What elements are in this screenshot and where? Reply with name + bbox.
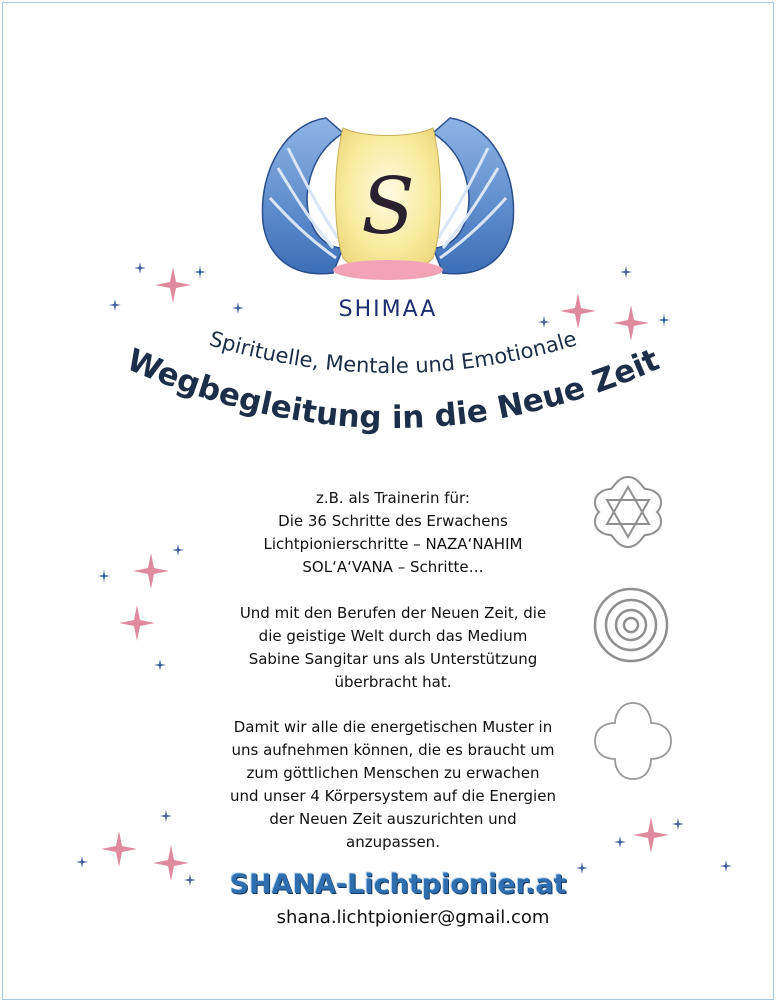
heading-title: Wegbegleitung in die Neue Zeit xyxy=(121,341,665,437)
heading-subtitle: Spirituelle, Mentale und Emotionale xyxy=(206,326,580,379)
small-star-icon xyxy=(619,265,633,279)
small-star-icon xyxy=(719,859,733,873)
small-star-icon xyxy=(657,313,671,327)
small-star-icon xyxy=(75,855,89,869)
small-star-icon xyxy=(537,315,551,329)
sparkle-icon xyxy=(153,265,193,305)
paragraph-training: z.B. als Trainerin für: Die 36 Schritte des Erwachens Lichtpionierschritte – NAZA‘NAHIM SOL‘A‘VANA – Schritte… xyxy=(263,489,523,576)
email-link[interactable]: shana.lichtpionier@gmail.com xyxy=(276,907,550,928)
sparkle-icon xyxy=(99,829,139,869)
left-wing-icon xyxy=(262,118,343,274)
quatrefoil-icon xyxy=(589,697,677,785)
small-star-icon xyxy=(159,809,173,823)
website-link[interactable]: SHANA-Lichtpionier.at xyxy=(229,869,567,900)
paragraph-professions: Und mit den Berufen der Neuen Zeit, die die geistige Welt durch das Medium Sabine Sangitar uns als Unterstützung überbracht hat. xyxy=(239,604,547,691)
sparkle-icon xyxy=(558,291,598,331)
sparkle-icon xyxy=(131,551,171,591)
small-star-icon xyxy=(193,265,207,279)
right-wing-icon xyxy=(433,118,514,274)
concentric-circles-icon xyxy=(589,583,673,667)
sparkle-icon xyxy=(611,303,651,343)
small-star-icon xyxy=(108,298,122,312)
logo-name: SHIMAA xyxy=(338,297,438,322)
small-star-icon xyxy=(231,301,245,315)
shimaa-logo xyxy=(248,98,528,328)
small-star-icon xyxy=(171,543,185,557)
heading-arc xyxy=(3,303,774,493)
small-star-icon xyxy=(97,569,111,583)
paragraph-energies: Damit wir alle die energetischen Muster in uns aufnehmen können, die es braucht um zum göttlichen Menschen zu erwachen und unser 4 Körpersystem auf die Energien der Neuen Zeit auszurichten und anzupassen. xyxy=(230,718,556,851)
star-of-david-flower-icon xyxy=(585,469,671,555)
sparkle-icon xyxy=(631,815,671,855)
small-star-icon xyxy=(671,817,685,831)
sparkle-icon xyxy=(117,603,157,643)
small-star-icon xyxy=(153,658,167,672)
pink-base-shape xyxy=(333,260,443,280)
flyer-page xyxy=(2,2,774,1000)
small-star-icon xyxy=(183,873,197,887)
small-star-icon xyxy=(613,835,627,849)
logo-monogram: S xyxy=(361,162,415,252)
small-star-icon xyxy=(133,261,147,275)
